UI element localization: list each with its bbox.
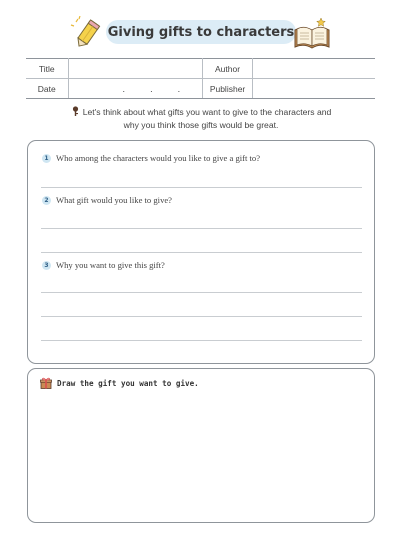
date-separator: . xyxy=(122,83,126,94)
question-2 xyxy=(42,195,172,205)
answer-line[interactable] xyxy=(41,316,362,317)
publisher-label: Publisher xyxy=(203,79,253,99)
drawing-prompt xyxy=(40,377,199,389)
author-field[interactable] xyxy=(252,59,375,79)
answer-line[interactable] xyxy=(41,187,362,188)
page-title: Giving gifts to characters xyxy=(106,20,296,44)
date-field[interactable] xyxy=(68,79,203,99)
book-icon xyxy=(292,16,332,50)
table-row xyxy=(26,59,375,79)
question-number: 2 xyxy=(42,196,51,205)
date-label: Date xyxy=(26,79,68,99)
pencil-icon xyxy=(70,16,110,50)
question-1 xyxy=(42,153,260,163)
answer-line[interactable] xyxy=(41,252,362,253)
question-text: Why you want to give this gift? xyxy=(56,260,165,270)
instructions-line-1: Let's think about what gifts you want to give to the characters and xyxy=(82,107,332,117)
instructions-line-2: why you think those gifts would be great. xyxy=(123,119,279,130)
publisher-field[interactable] xyxy=(252,79,375,99)
drawing-prompt-text: Draw the gift you want to give. xyxy=(57,378,199,388)
date-separator: . xyxy=(177,83,181,94)
gift-icon xyxy=(40,377,52,389)
question-number: 1 xyxy=(42,154,51,163)
title-banner xyxy=(70,16,332,50)
answer-line[interactable] xyxy=(41,228,362,229)
table-row xyxy=(26,79,375,99)
answer-line[interactable] xyxy=(41,340,362,341)
question-3 xyxy=(42,260,165,270)
question-text: What gift would you like to give? xyxy=(56,195,172,205)
date-separator: . xyxy=(150,83,153,94)
question-text: Who among the characters would you like to give a gift to? xyxy=(56,153,261,163)
author-label: Author xyxy=(203,59,253,79)
date-separators xyxy=(69,84,203,94)
question-number: 3 xyxy=(42,261,51,270)
book-info-table xyxy=(26,58,375,99)
drawing-box[interactable] xyxy=(27,368,375,523)
key-icon xyxy=(71,106,80,116)
questions-box xyxy=(27,140,375,364)
title-field[interactable] xyxy=(68,59,203,79)
instructions xyxy=(40,106,362,131)
title-label: Title xyxy=(26,59,68,79)
answer-line[interactable] xyxy=(41,292,362,293)
